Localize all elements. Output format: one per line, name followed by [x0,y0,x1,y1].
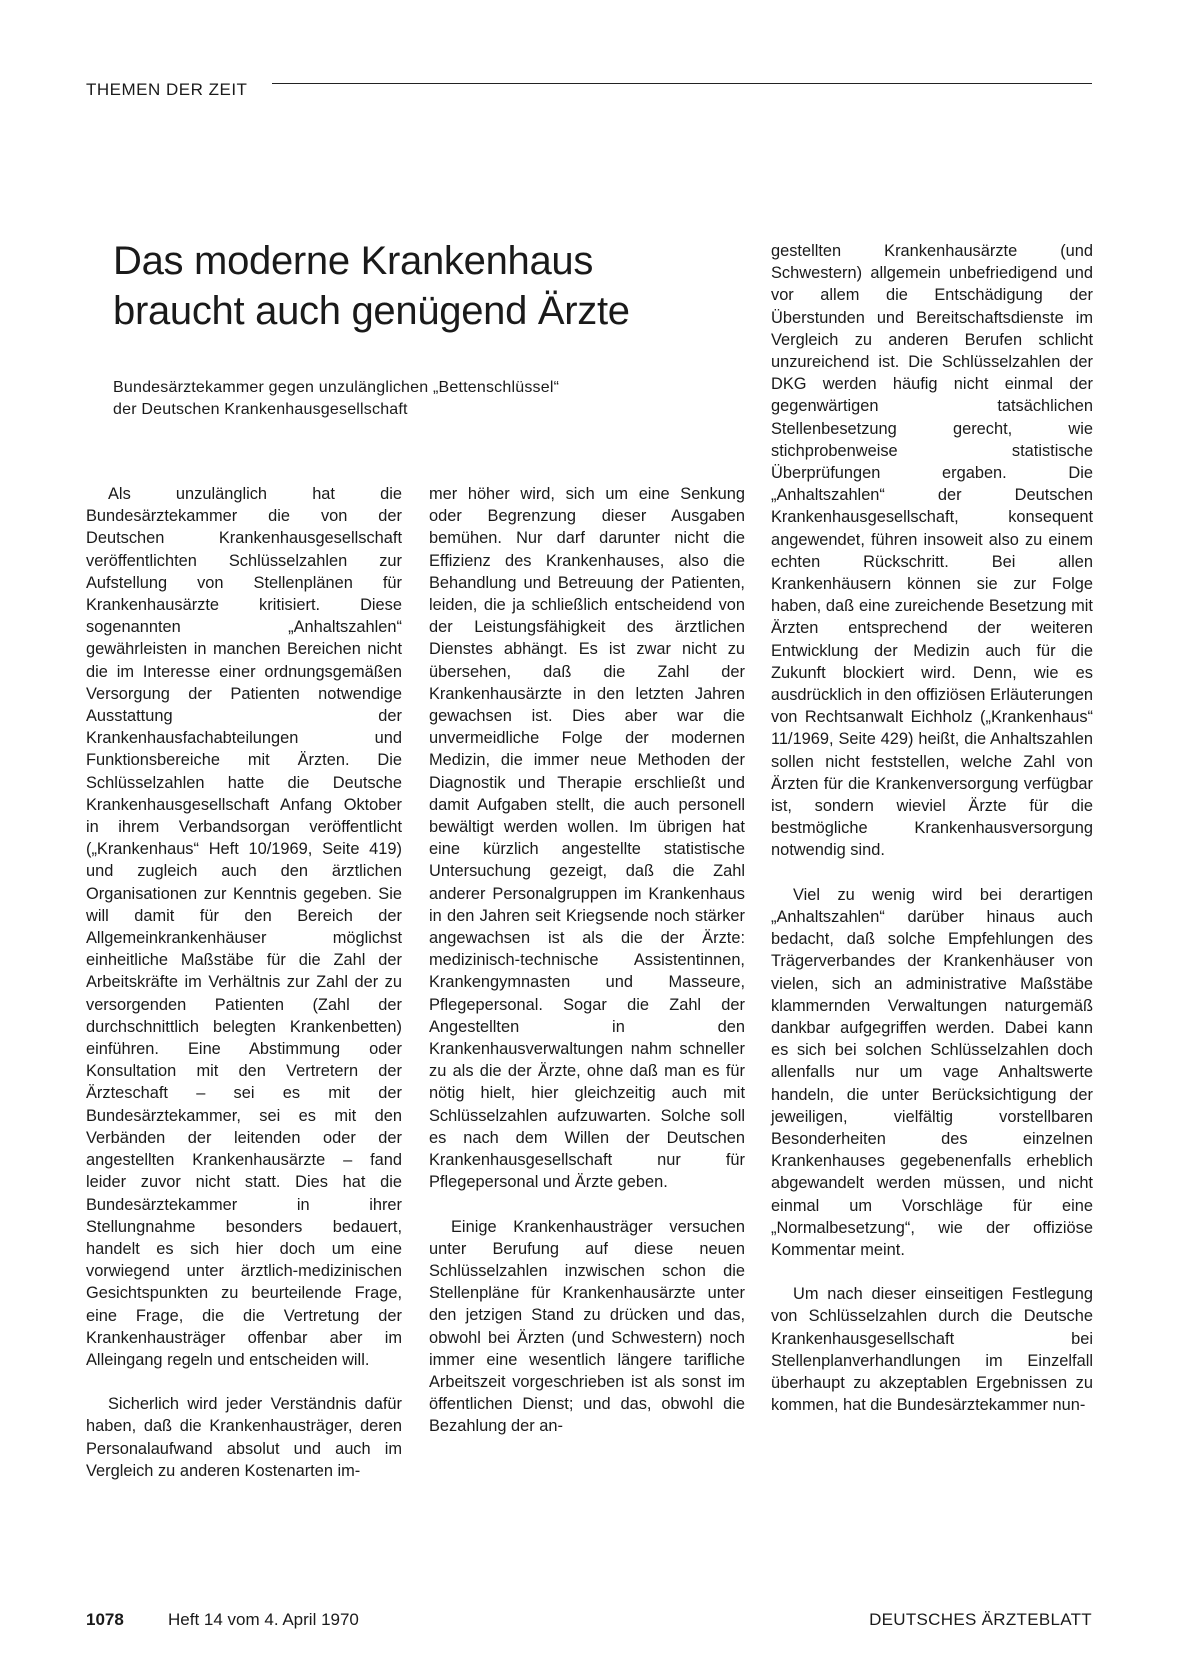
paragraph: Als unzulänglich hat die Bundesärztekammer die von der Deutschen Krankenhausgesellschaft veröffentlichten Schlüsselzahlen zur Aufstellung von Stellenplänen für Krankenhausärzte kritisiert. Diese sogenannten „Anhaltszahlen“ gewährleisten in manchen Bereichen nicht die im Interesse einer ordnungsgemäßen Versorgung der Patienten notwendige Ausstattung der Krankenhausfachabteilungen und Funktionsbereiche mit Ärzten. Die Schlüsselzahlen hatte die Deutsche Krankenhausgesellschaft Anfang Oktober in ihrem Verbandsorgan veröffentlicht („Krankenhaus“ Heft 10/1969, Seite 419) und zugleich auch den ärztlichen Organisationen zur Kenntnis gegeben. Sie will damit für den Bereich der Allgemeinkrankenhäuser möglichst einheitliche Maßstäbe für die Zahl der Arbeitskräfte im Verhältnis zur Zahl der zu versorgenden Patienten (Zahl der durchschnittlich belegten Krankenbetten) einführen. Eine Abstimmung oder Konsultation mit den Vertretern der Ärzteschaft – sei es mit der Bundesärztekammer, sei es mit den Verbänden der leitenden oder der angestellten Krankenhausärzte – fand leider zuvor nicht statt. Dies hat die Bundesärztekammer in ihrer Stellungnahme besonders bedauert, handelt es sich hier doch um eine vorwiegend unter ärztlich-medizinischen Gesichtspunkten zu beurteilende Frage, eine Frage, die die Vertretung der Krankenhausträger offenbar aber im Alleingang regeln und entscheiden will. [86,485,402,1369]
paragraph: Viel zu wenig wird bei derartigen „Anhaltszahlen“ darüber hinaus auch bedacht, daß solche Empfehlungen des Trägerverbandes der Krankenhäuser von vielen, sich an administrative Maßstäbe klammernden Verwaltungen naturgemäß dankbar aufgegriffen werden. Dabei kann es sich bei solchen Schlüsselzahlen doch allenfalls nur um vage Anhaltswerte handeln, die unter Berücksichtigung der jeweiligen, vielfältig vorstellbaren Besonderheiten des einzelnen Krankenhauses gegebenenfalls erheblich abgewandelt werden müssen, und nicht einmal um Vorschläge für eine „Normalbesetzung“, wie der offiziöse Kommentar meint. [771,885,1093,1259]
article-subtitle [113,377,753,421]
article-title [113,236,753,336]
column-1 [86,483,402,1504]
section-rule [272,83,1092,84]
issue-info: Heft 14 vom 4. April 1970 [168,1610,359,1629]
section-label: THEMEN DER ZEIT [86,80,248,99]
subtitle-line-1: Bundesärztekammer gegen unzulänglichen „Bettenschlüssel“ [113,379,560,396]
paragraph: Um nach dieser einseitigen Festlegung von Schlüsselzahlen durch die Deutsche Krankenhausgesellschaft bei Stellenplanverhandlungen im Einzelfall überhaupt zu akzeptablen Ergebnissen zu kommen, hat die Bundesärztekammer nun- [771,1285,1093,1415]
subtitle-line-2: der Deutschen Krankenhausgesellschaft [113,401,408,418]
paragraph: Einige Krankenhausträger versuchen unter Berufung auf diese neuen Schlüsselzahlen inzwischen schon die Stellenpläne für Krankenhausärzte unter den jetzigen Stand zu drücken und das, obwohl bei Ärzten (und Schwestern) noch immer eine wesentlich längere tarifliche Arbeitszeit vorgeschrieben ist als sonst im öffentlichen Dienst; und das, obwohl die Bezahlung der an- [429,1217,745,1436]
journal-name: DEUTSCHES ÄRZTEBLATT [869,1610,1092,1629]
title-line-2: braucht auch genügend Ärzte [113,289,630,333]
column-3 [771,240,1093,1438]
paragraph: Sicherlich wird jeder Verständnis dafür haben, daß die Krankenhausträger, deren Personalaufwand absolut und auch im Vergleich zu anderen Kostenarten im- [86,1395,402,1480]
paragraph: gestellten Krankenhausärzte (und Schwestern) allgemein unbefriedigend und vor allem die Entschädigung der Überstunden und Bereitschaftsdienste im Vergleich zu anderen Berufen schlicht unzureichend ist. Die Schlüsselzahlen der DKG werden häufig nicht einmal der gegenwärtigen tatsächlichen Stellenbesetzung gerecht, wie stichprobenweise statistische Überprüfungen ergaben. Die „Anhaltszahlen“ der Deutschen Krankenhausgesellschaft, konsequent angewendet, führen insoweit also zu einem echten Rückschritt. Bei allen Krankenhäusern können sie zur Folge haben, daß eine zureichende Besetzung mit Ärzten entsprechend der weiteren Entwicklung der Medizin auch für die Zukunft blockiert wird. Denn, wie es ausdrücklich in den offiziösen Erläuterungen von Rechtsanwalt Eichholz („Krankenhaus“ 11/1969, Seite 429) heißt, die Anhaltszahlen sollen nicht feststellen, welche Zahl von Ärzten für die Krankenversorgung verfügbar ist, sondern wieviel Ärzte für die bestmögliche Krankenhausversorgung notwendig sind. [771,242,1093,860]
page-number: 1078 [86,1610,124,1629]
column-2 [429,483,745,1460]
paragraph: mer höher wird, sich um eine Senkung oder Begrenzung dieser Ausgaben bemühen. Nur darf darunter nicht die Effizienz des Krankenhauses, also die Behandlung und Betreuung der Patienten, leiden, die ja schließlich entscheidend von der Leistungsfähigkeit des ärztlichen Dienstes abhängt. Es ist zwar nicht zu übersehen, daß die Zahl der Krankenhausärzte in den letzten Jahren gewachsen ist. Dies aber war die unvermeidliche Folge der modernen Medizin, die immer neue Methoden der Diagnostik und Therapie erschließt und damit Aufgaben stellt, die auch personell bewältigt werden wollen. Im übrigen hat eine kürzlich angestellte statistische Untersuchung gezeigt, daß die Zahl anderer Personalgruppen im Krankenhaus in den Jahren seit Kriegsende noch stärker angewachsen ist als die der Ärzte: medizinisch-technische Assistentinnen, Krankengymnasten und Masseure, Pflegepersonal. Sogar die Zahl der Angestellten in den Krankenhausverwaltungen nahm schneller zu als die der Ärzte, ohne daß man es für nötig hielt, hier gleichzeitig auch mit Schlüsselzahlen aufzuwarten. Solche soll es nach dem Willen der Deutschen Krankenhausgesellschaft nur für Pflegepersonal und Ärzte geben. [429,485,745,1192]
title-line-1: Das moderne Krankenhaus [113,239,594,283]
